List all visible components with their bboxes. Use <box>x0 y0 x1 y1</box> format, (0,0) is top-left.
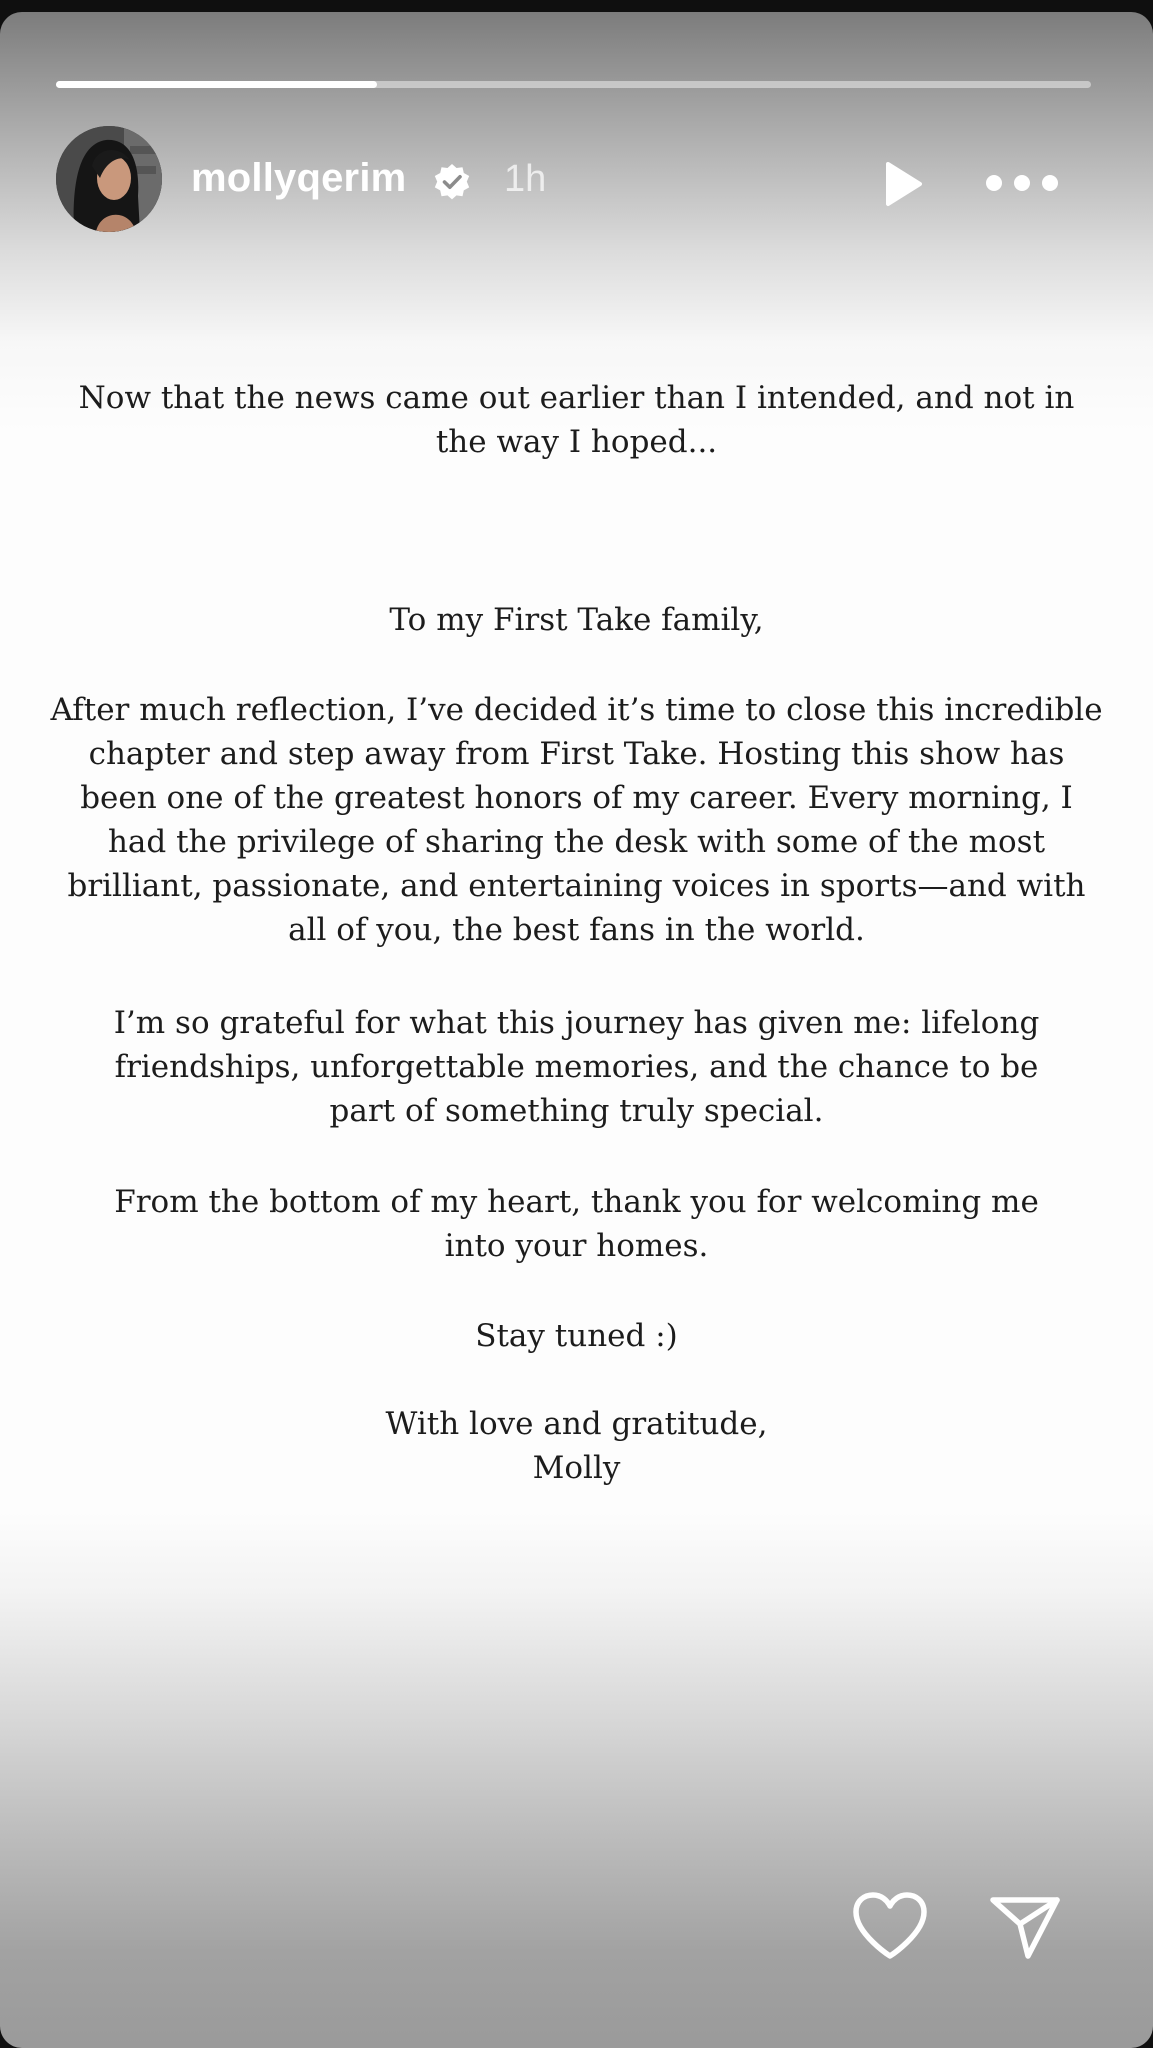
username[interactable]: mollyqerim <box>191 156 407 200</box>
avatar[interactable] <box>56 126 162 232</box>
verified-badge-icon <box>432 162 472 202</box>
letter-signature: Molly <box>532 1450 621 1486</box>
heart-icon[interactable] <box>850 1890 930 1962</box>
letter-paragraph-2: I’m so grateful for what this journey has given me: lifelong friendships, unforgettable memories, and the chance to be part of something truly special. <box>113 1005 1040 1129</box>
letter-closing: With love and gratitude, <box>385 1406 768 1442</box>
send-icon[interactable] <box>988 1892 1062 1964</box>
more-options-icon[interactable] <box>984 168 1060 198</box>
letter-intro: Now that the news came out earlier than I intended, and not in the way I hoped... <box>78 380 1075 460</box>
story-progress-bar <box>56 81 1091 88</box>
story-progress-fill <box>56 81 377 88</box>
letter-paragraph-3: From the bottom of my heart, thank you for welcoming me into your homes. <box>114 1184 1039 1264</box>
post-time: 1h <box>504 158 547 200</box>
letter-salutation: To my First Take family, <box>389 602 764 638</box>
play-icon[interactable] <box>878 160 926 208</box>
letter-paragraph-1: After much reflection, I’ve decided it’s time to close this incredible chapter and step away from First Take. Hosting this show has been one of the greatest honors of my career. Every morning, I had the privilege of sharing the desk with some of the most brilliant, passionate, and entertaining voices in sports—and with all of you, the best fans in the world. <box>50 692 1103 948</box>
letter-stay-tuned: Stay tuned :) <box>475 1318 678 1354</box>
story-header <box>56 126 1091 236</box>
story-viewer[interactable] <box>0 12 1153 2048</box>
avatar-image <box>56 126 162 232</box>
